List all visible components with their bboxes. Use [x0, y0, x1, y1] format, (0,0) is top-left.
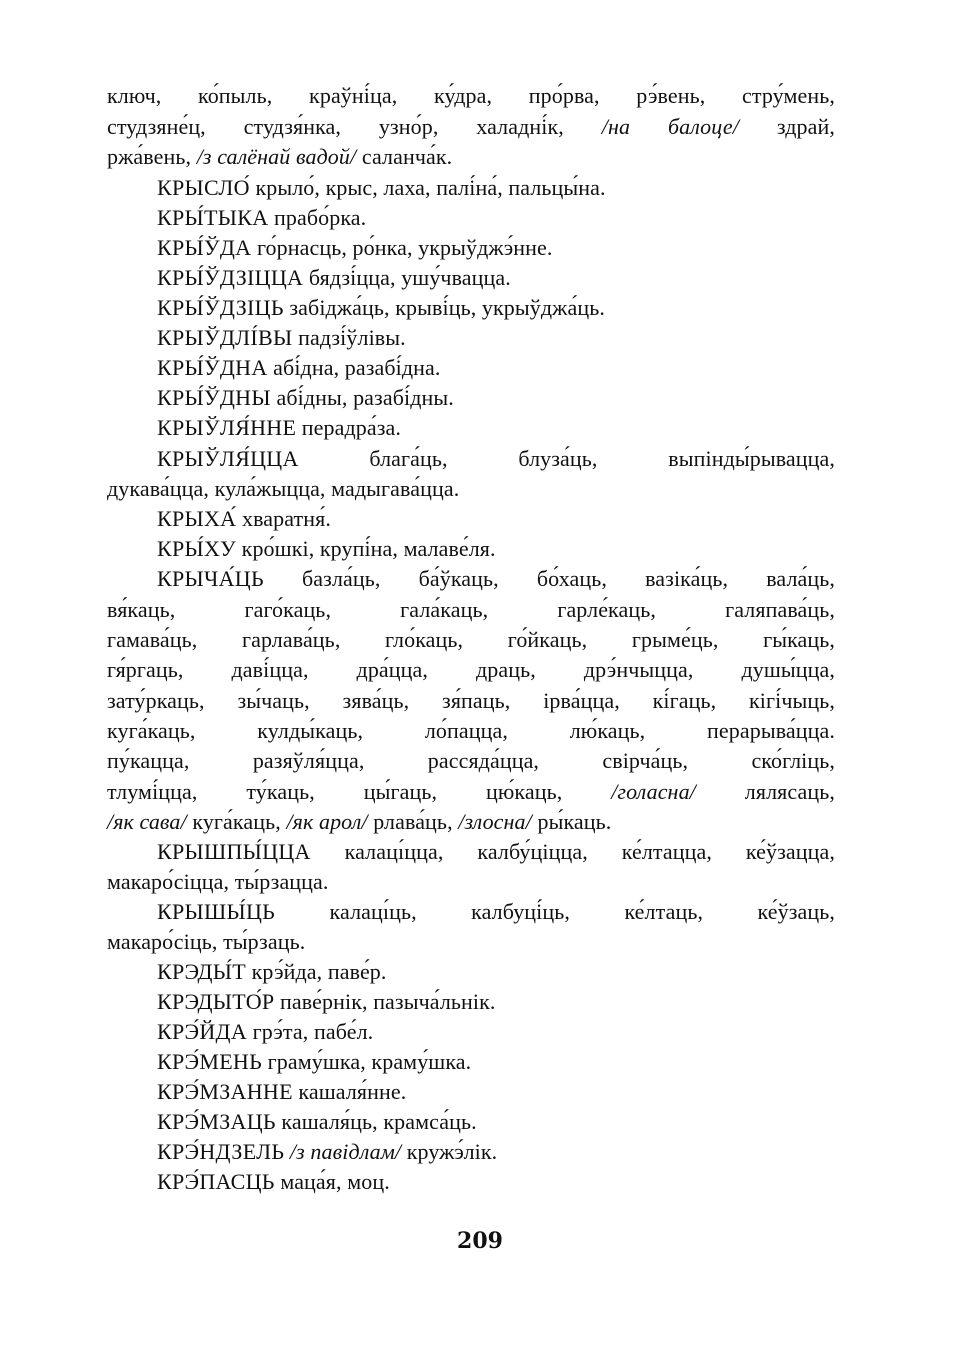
line-text: вя́каць, гаго́каць, гала́каць, гарле́каць, галяпава́ць, — [107, 597, 835, 622]
line-text: ключ, ко́пыль, краўні́ца, ку́дра, про́рва, рэ́вень, стру́мень, — [107, 83, 835, 108]
dictionary-entry — [157, 174, 835, 202]
line-text: рлава́ць, — [367, 809, 459, 834]
line-text: лялясаць, — [695, 779, 835, 804]
entry-synonyms: забіджа́ць, крыві́ць, укрыўджа́ць. — [283, 295, 605, 320]
text-line — [107, 747, 835, 775]
dictionary-entry — [157, 384, 835, 412]
line-text: макаро́сіцца, ты́рзацца. — [107, 869, 329, 894]
entry-headword: КРЫШЫ́ЦЬ — [157, 899, 276, 924]
text-line — [107, 928, 835, 956]
entry-headword: КРЫШПЫ́ЦЦА — [157, 839, 311, 864]
entry-synonyms: абі́дны, разабі́дны. — [270, 385, 454, 410]
usage-note: /на балоце/ — [601, 114, 739, 139]
entry-synonyms: го́рнасць, ро́нка, укрыўджэ́нне. — [251, 235, 553, 260]
text-line — [107, 596, 835, 624]
entry-headword: КРЫЎДЛІ́ВЫ — [157, 325, 293, 350]
entry-headword: КРЭДЫТО́Р — [157, 989, 275, 1014]
text-line — [107, 868, 835, 896]
text-line — [107, 808, 835, 836]
line-text: здрай, — [739, 114, 835, 139]
dictionary-entry — [157, 294, 835, 322]
text-line — [107, 113, 835, 141]
entry-synonyms: перадра́за. — [296, 415, 402, 440]
entry-headword: КРЫ́ХУ — [157, 536, 237, 561]
dictionary-entry — [157, 838, 835, 866]
dictionary-entry — [157, 324, 835, 352]
line-text: студзяне́ц, студзя́нка, узно́р, халадні́к, — [107, 114, 602, 139]
dictionary-entry — [157, 234, 835, 262]
usage-note: /з салёнай вадой/ — [196, 144, 357, 169]
entry-headword: КРЫ́ЎДНА — [157, 355, 268, 380]
entry-synonyms: паве́рнік, пазыча́льнік. — [274, 989, 496, 1014]
line-text: куга́каць, — [186, 809, 287, 834]
entry-synonyms: крэ́йда, паве́р. — [246, 959, 387, 984]
dictionary-entry — [157, 958, 835, 986]
text-line — [107, 143, 835, 171]
page-number: 209 — [457, 1228, 503, 1254]
entry-synonyms: прабо́рка. — [268, 205, 367, 230]
line-text: макаро́сіць, ты́рзаць. — [107, 929, 306, 954]
dictionary-entry — [157, 264, 835, 292]
entry-headword: КРЫЧА́ЦЬ — [157, 566, 264, 591]
dictionary-entry — [157, 414, 835, 442]
entry-headword: КРЭ́МЗАННЕ — [157, 1079, 293, 1104]
entry-synonyms: кашаля́ць, крамса́ць. — [275, 1109, 477, 1134]
dictionary-entry — [157, 1108, 835, 1136]
dictionary-entry — [157, 898, 835, 926]
entry-synonyms: кро́шкі, крупі́на, малаве́ля. — [236, 536, 496, 561]
entry-headword: КРЫСЛО́ — [157, 175, 250, 200]
line-text: ры́каць. — [531, 809, 612, 834]
dictionary-entry — [157, 535, 835, 563]
entry-synonyms: калацı́цца, калбу́ціцца, ке́лтацца, ке́ўзацца, — [310, 839, 835, 864]
dictionary-entry — [157, 354, 835, 382]
entry-headword: КРЫ́ТЫКА — [157, 205, 269, 230]
entry-synonyms: базла́ць, ба́ўкаць, бо́хаць, вазіка́ць, вала́ць, — [263, 566, 835, 591]
entry-synonyms: абі́дна, разабі́дна. — [267, 355, 441, 380]
line-text: ржа́вень, — [107, 144, 197, 169]
entry-headword: КРЫ́ЎДА — [157, 235, 252, 260]
line-text: гя́ргаць, даві́цца, дра́цца, драць, дрэ́нчыцца, душы́цца, — [107, 657, 835, 682]
dictionary-entry — [157, 1078, 835, 1106]
entry-synonyms: кашаля́нне. — [292, 1079, 407, 1104]
entry-synonyms: калацı́ць, калбуці́ць, ке́лтаць, ке́ўзаць, — [275, 899, 835, 924]
line-text: куга́каць, кулды́каць, ло́пацца, лю́каць, перарыва́цца. — [107, 718, 835, 743]
usage-note: /як сава/ — [107, 809, 187, 834]
entry-headword: КРЫЎЛЯ́ЦЦА — [157, 446, 299, 471]
dictionary-entry — [157, 1048, 835, 1076]
usage-note: /як арол/ — [286, 809, 368, 834]
usage-note: /голасна/ — [611, 779, 696, 804]
entry-synonyms: граму́шка, краму́шка. — [262, 1049, 472, 1074]
entry-synonyms: крыло́, крыс, лаха, палі́на́, пальцы́на. — [249, 175, 606, 200]
dictionary-entry — [157, 505, 835, 533]
dictionary-entry — [157, 445, 835, 473]
line-text: тлумі́цца, ту́каць, цы́гаць, цю́каць, — [107, 779, 612, 804]
text-line — [107, 475, 835, 503]
line-text: гамава́ць, гарлава́ць, гло́каць, го́йкаць, грыме́ць, гы́каць, — [107, 627, 835, 652]
dictionary-entry — [157, 1168, 835, 1196]
text-line — [107, 626, 835, 654]
entry-synonyms: хваратня́. — [236, 506, 331, 531]
entry-headword: КРЭ́ЙДА — [157, 1019, 248, 1044]
text-line — [107, 687, 835, 715]
text-line — [107, 656, 835, 684]
dictionary-entry — [157, 1138, 835, 1166]
entry-headword: КРЭДЫ́Т — [157, 959, 247, 984]
line-text: пу́кацца, разяўля́цца, рассяда́цца, свірча́ць, ско́гліць, — [107, 748, 835, 773]
entry-headword: КРЫ́ЎДЗІЦЦА — [157, 265, 304, 290]
text-line — [107, 778, 835, 806]
entry-synonyms: грэ́та, пабе́л. — [247, 1019, 374, 1044]
entry-synonyms: кружэ́лік. — [401, 1139, 498, 1164]
entry-headword: КРЭ́НДЗЕЛЬ — [157, 1139, 285, 1164]
entry-synonyms: маца́я, моц. — [274, 1169, 390, 1194]
entry-headword: КРЫХА́ — [157, 506, 237, 531]
entry-headword: КРЫЎЛЯ́ННЕ — [157, 415, 297, 440]
entry-synonyms: блага́ць, блуза́ць, выпінды́рывацца, — [298, 446, 835, 471]
dictionary-entry — [157, 1018, 835, 1046]
entry-synonyms: падзі́ўлівы. — [292, 325, 406, 350]
entry-headword: КРЭ́ПАСЦЬ — [157, 1169, 275, 1194]
usage-note: /злосна/ — [458, 809, 532, 834]
text-line — [107, 82, 835, 110]
usage-note: /з павідлам/ — [284, 1139, 402, 1164]
entry-headword: КРЫ́ЎДНЫ — [157, 385, 271, 410]
dictionary-entry — [157, 204, 835, 232]
entry-headword: КРЭ́МЕНЬ — [157, 1049, 263, 1074]
entry-headword: КРЭ́МЗАЦЬ — [157, 1109, 276, 1134]
entry-synonyms: бядзі́цца, ушу́чвацца. — [303, 265, 511, 290]
dictionary-entry — [157, 565, 835, 593]
dictionary-entry — [157, 988, 835, 1016]
line-text: зату́ркаць, зы́чаць, зява́ць, зя́паць, ірва́цца, кі́гаць, кігі́чыць, — [107, 688, 835, 713]
entry-headword: КРЫ́ЎДЗІЦЬ — [157, 295, 284, 320]
line-text: саланча́к. — [356, 144, 453, 169]
line-text: дукава́цца, кула́жыцца, мадыгава́цца. — [107, 476, 460, 501]
text-line — [107, 717, 835, 745]
